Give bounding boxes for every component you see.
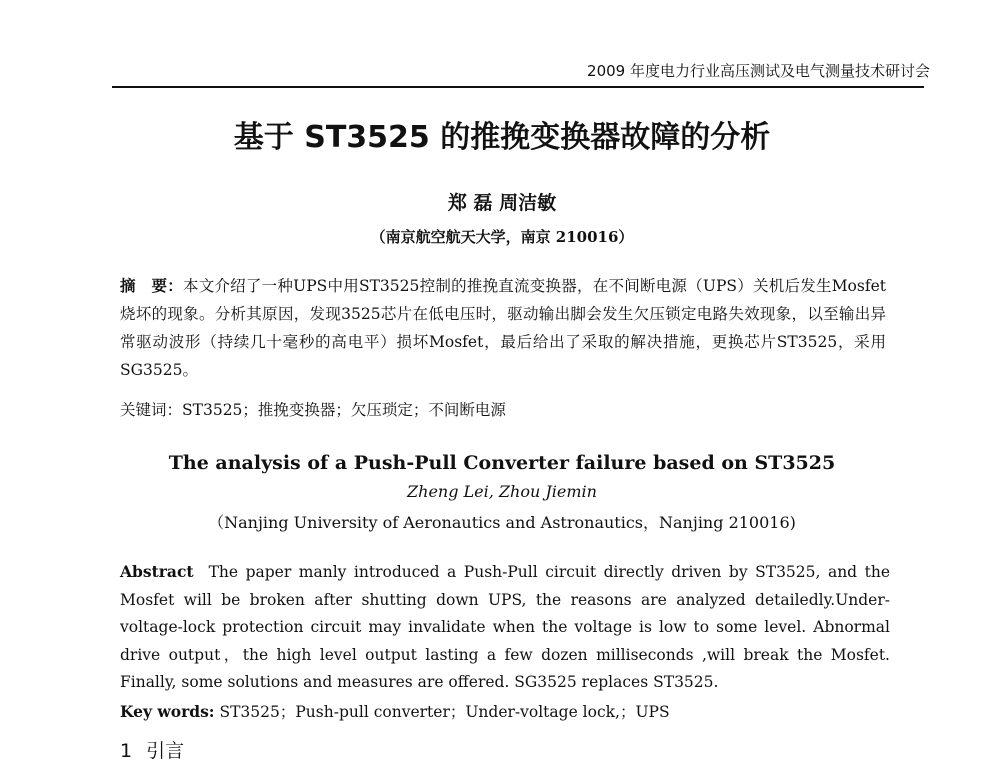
- abstract-chinese: [120, 272, 886, 384]
- english-abstract-label: Abstract: [120, 562, 194, 581]
- abstract-english: [120, 558, 890, 697]
- paper-title: 基于 ST3525 的推挽变换器故障的分析: [233, 120, 771, 155]
- header-divider: [112, 86, 924, 88]
- english-abstract-text: The paper manly introduced a Push-Pull circuit directly driven by ST3525, and the Mosfet will be broken after shutting down UPS, the reasons are analyzed detailedly.Under-voltage-lock protection circuit may invalidate when the voltage is low to some level. Abnormal drive output，the high level output lasting a few dozen milliseconds ,will break the Mosfet. Finally, some solutions and measures are offered. SG3525 replaces ST3525.: [120, 563, 890, 691]
- keywords-text: ST3525；推挽变换器；欠压琐定；不间断电源: [182, 401, 506, 419]
- english-keywords-label: Key words:: [120, 702, 215, 721]
- keywords-label: 关键词：: [120, 401, 183, 419]
- english-affiliation: （Nanjing University of Aeronautics and Astronautics，Nanjing 210016): [208, 513, 796, 532]
- conference-header: 2009 年度电力行业高压测试及电气测量技术研讨会: [587, 62, 930, 80]
- keywords-english: [120, 698, 890, 726]
- section-number: 1: [120, 740, 133, 762]
- authors: 郑 磊 周洁敏: [447, 192, 557, 214]
- abstract-text: 本文介绍了一种UPS中用ST3525控制的推挽直流变换器，在不间断电源（UPS）关机后发生Mosfet烧坏的现象。分析其原因，发现3525芯片在低电压时，驱动输出脚会发生欠压锁定电路失效现象，以至输出异常驱动波形（持续几十毫秒的高电平）损坏Mosfet，最后给出了采取的解决措施，更换芯片ST3525，采用SG3525。: [120, 277, 886, 379]
- affiliation: （南京航空航天大学，南京 210016）: [370, 228, 634, 246]
- section-heading: [120, 736, 420, 763]
- english-title: The analysis of a Push-Pull Converter failure based on ST3525: [168, 452, 836, 474]
- keywords-chinese: [120, 396, 886, 424]
- english-authors: Zheng Lei, Zhou Jiemin: [407, 482, 597, 501]
- abstract-label: 摘 要：: [120, 276, 183, 295]
- section-title: 引言: [146, 740, 185, 762]
- english-keywords-text: ST3525；Push-pull converter；Under-voltage lock,；UPS: [219, 703, 670, 721]
